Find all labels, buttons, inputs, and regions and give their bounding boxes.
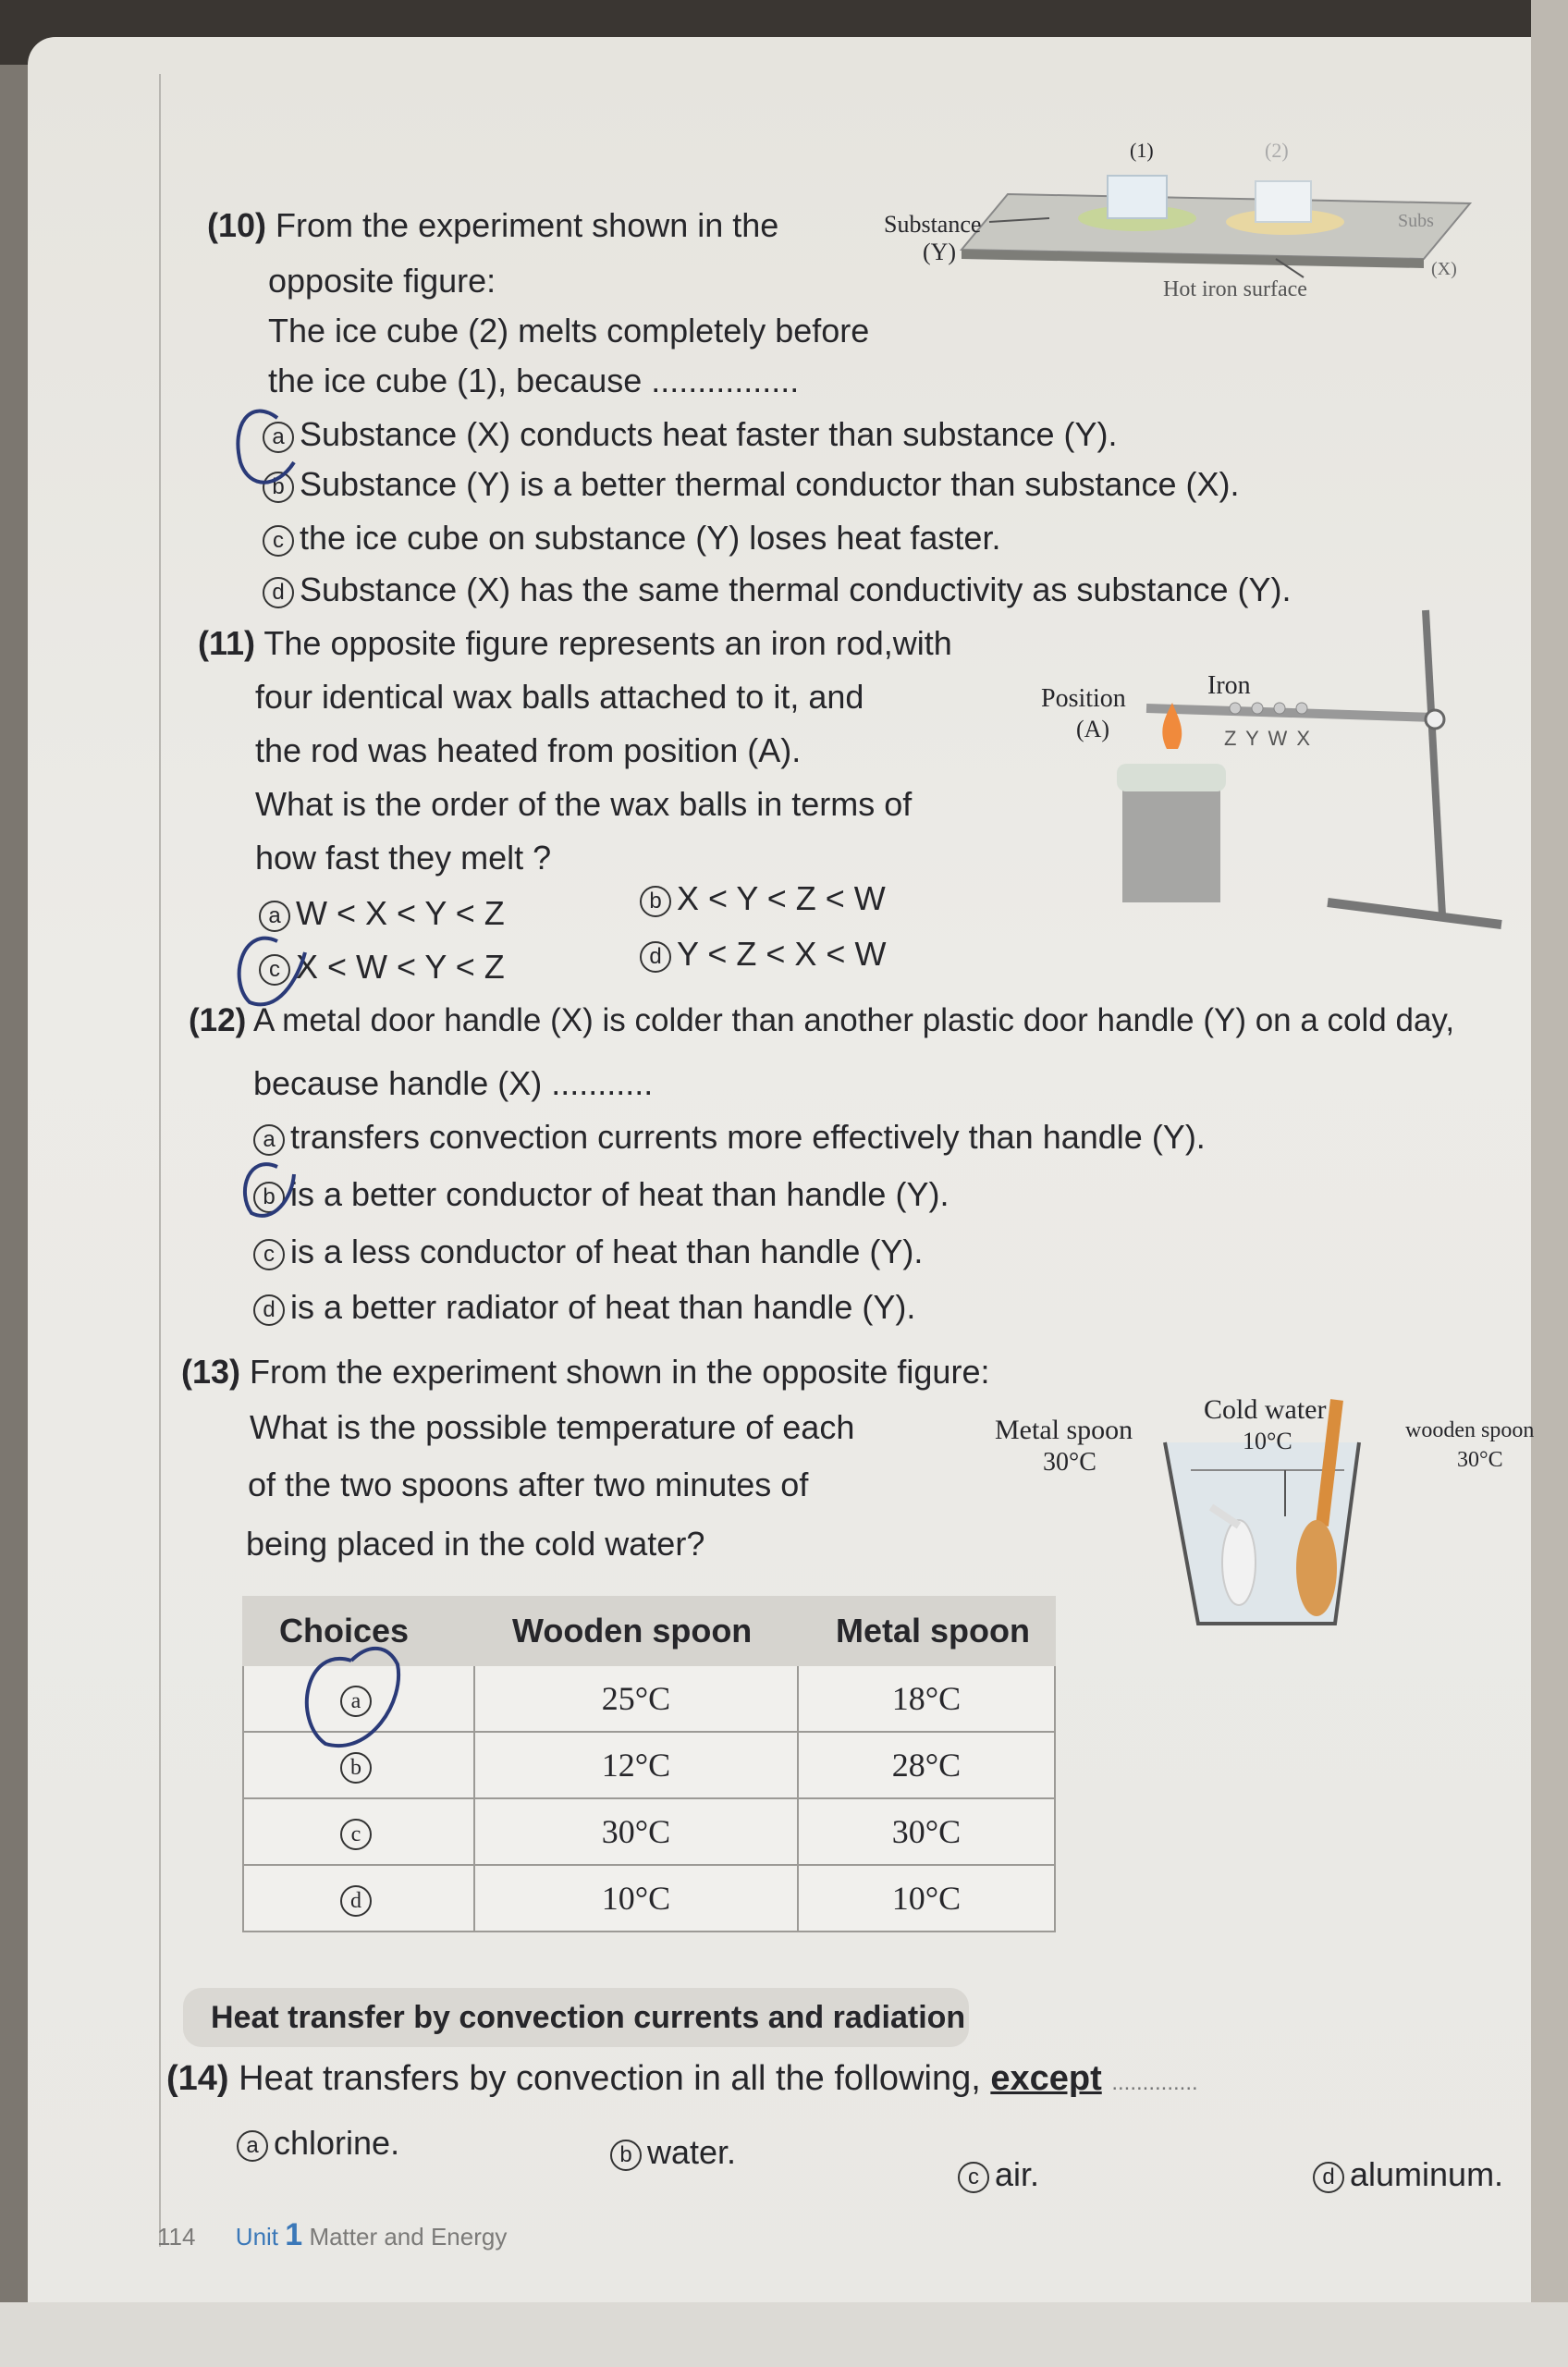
q12-option-d[interactable]: d is a better radiator of heat than handle (Y). xyxy=(253,1287,915,1328)
table-row[interactable] xyxy=(242,1866,1056,1932)
choice-cell[interactable]: d xyxy=(242,1866,475,1932)
q11-figure xyxy=(1109,601,1516,934)
header-wooden: Wooden spoon xyxy=(475,1596,799,1666)
position-label: Position xyxy=(1041,684,1126,713)
q12-line-1: (12) A metal door handle (X) is colder than another plastic door handle (Y) on a cold day, xyxy=(189,1002,1455,1038)
table-row[interactable] xyxy=(242,1733,1056,1799)
q10-option-c[interactable]: c the ice cube on substance (Y) loses heat faster. xyxy=(263,518,1000,558)
q14-option-a[interactable]: a chlorine. xyxy=(237,2123,399,2164)
q14-option-d[interactable]: d aluminum. xyxy=(1313,2154,1503,2195)
iron-rod xyxy=(1146,708,1435,717)
choice-cell[interactable]: b xyxy=(242,1733,475,1799)
unit-label: Unit xyxy=(235,2223,279,2250)
q11-line-5: how fast they melt ? xyxy=(255,839,552,877)
section-heading: Heat transfer by convection currents and radiation xyxy=(183,1988,969,2047)
clamp xyxy=(1426,710,1444,729)
wooden-spoon-bowl xyxy=(1296,1520,1337,1616)
q13-choices-table xyxy=(242,1596,1056,1932)
burner-body xyxy=(1122,786,1220,902)
q14-option-c[interactable]: c air. xyxy=(958,2154,1039,2195)
iron-label: Iron xyxy=(1207,671,1251,700)
cold-water-temp: 10°C xyxy=(1243,1428,1292,1454)
cube-2-label: (2) xyxy=(1265,139,1289,162)
q13-line-3: of the two spoons after two minutes of xyxy=(248,1466,809,1503)
wooden-cell: 25°C xyxy=(475,1666,799,1733)
page-edge xyxy=(1531,0,1568,2367)
metal-cell: 30°C xyxy=(799,1799,1056,1866)
stand-pole xyxy=(1426,610,1442,915)
q14-question: (14) Heat transfers by convection in all the following, except .............. xyxy=(166,2059,1198,2098)
q10-option-b[interactable]: b Substance (Y) is a better thermal conductor than substance (X). xyxy=(263,464,1240,505)
q12-option-a[interactable]: a transfers convection currents more effectively than handle (Y). xyxy=(253,1117,1206,1158)
page-bottom xyxy=(0,2302,1568,2367)
q10-line-1: (10) From the experiment shown in the xyxy=(207,206,779,244)
substance-y-label: Substance xyxy=(884,211,982,238)
wooden-spoon-label: wooden spoon xyxy=(1405,1418,1535,1442)
q11-option-c[interactable]: c X < W < Y < Z xyxy=(259,947,505,987)
q10-line-2: opposite figure: xyxy=(268,262,496,300)
table-row[interactable] xyxy=(242,1799,1056,1866)
table-row[interactable] xyxy=(242,1666,1056,1733)
q11-line-1: (11) The opposite figure represents an iron rod,with xyxy=(198,624,952,662)
q10-option-a[interactable]: a Substance (X) conducts heat faster than substance (Y). xyxy=(263,414,1117,455)
hot-iron-label: Hot iron surface xyxy=(1163,277,1307,301)
q13-line-2: What is the possible temperature of each xyxy=(250,1408,855,1446)
margin-rule xyxy=(159,74,161,2247)
header-choices: Choices xyxy=(242,1596,475,1666)
ice-cube-1 xyxy=(1108,176,1167,218)
metal-spoon-temp: 30°C xyxy=(1043,1448,1096,1477)
choice-cell[interactable]: a xyxy=(242,1666,475,1733)
q12-option-c[interactable]: c is a less conductor of heat than handle (Y). xyxy=(253,1232,923,1272)
metal-cell: 10°C xyxy=(799,1866,1056,1932)
header-metal: Metal spoon xyxy=(799,1596,1056,1666)
q13-line-4: being placed in the cold water? xyxy=(246,1525,705,1563)
wooden-cell: 12°C xyxy=(475,1733,799,1799)
wooden-cell: 30°C xyxy=(475,1799,799,1866)
q10-line-3: The ice cube (2) melts completely before xyxy=(268,312,870,350)
q11-option-d[interactable]: d Y < Z < X < W xyxy=(640,934,886,975)
wax-ball-w xyxy=(1274,703,1285,714)
wooden-spoon-temp: 30°C xyxy=(1457,1448,1503,1472)
ice-cube-2 xyxy=(1256,181,1311,222)
substance-x-sub: (X) xyxy=(1431,259,1457,279)
q11-line-2: four identical wax balls attached to it, and xyxy=(255,678,864,716)
wax-ball-labels: Z Y W X xyxy=(1224,727,1313,750)
q11-line-3: the rod was heated from position (A). xyxy=(255,731,802,769)
metal-spoon-label: Metal spoon xyxy=(995,1415,1133,1445)
hot-iron-plate xyxy=(962,194,1470,259)
except-emphasis: except xyxy=(990,2059,1102,2098)
unit-title: Matter and Energy xyxy=(309,2223,508,2250)
cube-1-label: (1) xyxy=(1130,139,1154,162)
cold-water-label: Cold water xyxy=(1204,1394,1327,1425)
q10-line-4: the ice cube (1), because ................ xyxy=(268,362,800,399)
table-header-row xyxy=(242,1596,1056,1666)
q11-option-b[interactable]: b X < Y < Z < W xyxy=(640,878,886,919)
unit-number: 1 xyxy=(285,2217,303,2252)
wax-ball-y xyxy=(1252,703,1263,714)
substance-x-label: Subs xyxy=(1398,211,1434,231)
wax-ball-z xyxy=(1230,703,1241,714)
metal-cell: 18°C xyxy=(799,1666,1056,1733)
q14-option-b[interactable]: b water. xyxy=(610,2132,736,2173)
q11-option-a[interactable]: a W < X < Y < Z xyxy=(259,893,505,934)
page-number: 114 xyxy=(157,2223,196,2250)
choice-cell[interactable]: c xyxy=(242,1799,475,1866)
metal-spoon-bowl xyxy=(1222,1520,1256,1605)
burner-top xyxy=(1117,764,1226,791)
wooden-cell: 10°C xyxy=(475,1866,799,1932)
substance-y-sub: (Y) xyxy=(923,239,957,265)
q10-option-d[interactable]: d Substance (X) has the same thermal conductivity as substance (Y). xyxy=(263,570,1292,610)
stand-base xyxy=(1328,902,1501,925)
metal-cell: 28°C xyxy=(799,1733,1056,1799)
wax-ball-x xyxy=(1296,703,1307,714)
q11-line-4: What is the order of the wax balls in terms of xyxy=(255,785,913,823)
q12-line-2: because handle (X) ........... xyxy=(253,1064,654,1102)
position-sub: (A) xyxy=(1076,716,1110,742)
page-footer xyxy=(157,2217,507,2253)
q12-option-b[interactable]: b is a better conductor of heat than handle (Y). xyxy=(253,1174,949,1215)
q13-line-1: (13) From the experiment shown in the opposite figure: xyxy=(181,1353,990,1391)
